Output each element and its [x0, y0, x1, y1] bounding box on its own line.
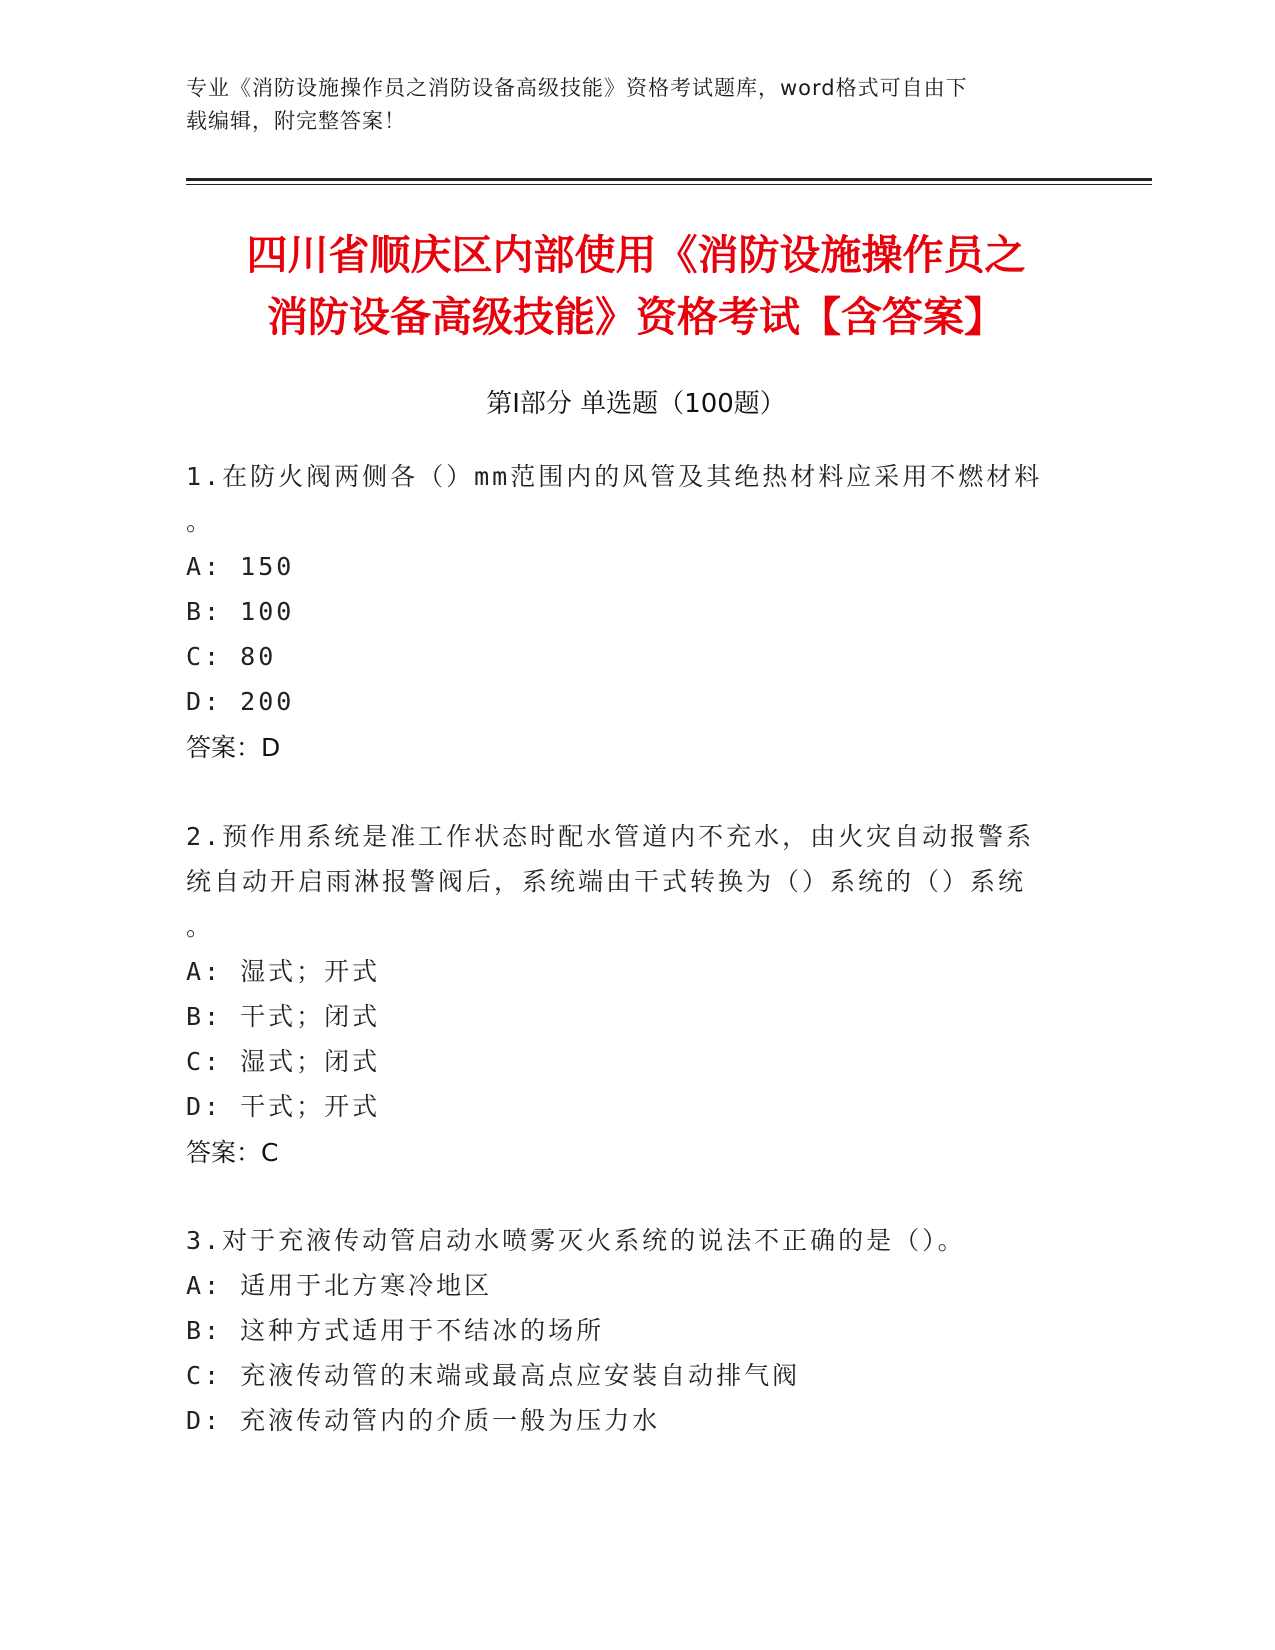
question-2-text-line: 2.预作用系统是准工作状态时配水管道内不充水，由火灾自动报警系 — [186, 822, 1035, 851]
header-note-line-2: 载编辑，附完整答案！ — [186, 109, 406, 133]
question-1-option-b: B: 100 — [186, 597, 295, 626]
question-1 — [186, 454, 1066, 770]
question-2-text-line: 。 — [186, 912, 215, 941]
question-2-text-line: 统自动开启雨淋报警阀后，系统端由干式转换为（）系统的（）系统 — [186, 867, 1027, 896]
question-1-text-line: 1.在防火阀两侧各（）mm范围内的风管及其绝热材料应采用不燃材料 — [186, 462, 1043, 491]
question-1-text-line: 。 — [186, 507, 215, 536]
question-2-option-b: B: 干式；闭式 — [186, 1002, 381, 1031]
header-rule-thick — [186, 178, 1152, 181]
question-3 — [186, 1218, 1066, 1443]
document-title — [186, 224, 1086, 348]
question-2-answer: 答案：C — [186, 1138, 279, 1167]
question-2-option-c: C: 湿式；闭式 — [186, 1047, 381, 1076]
question-2-option-d: D: 干式；开式 — [186, 1092, 381, 1121]
section-title: 第Ⅰ部分 单选题（100题） — [486, 389, 786, 419]
question-3-option-d: D: 充液传动管内的介质一般为压力水 — [186, 1406, 661, 1435]
question-1-answer: 答案：D — [186, 733, 281, 762]
question-1-option-d: D: 200 — [186, 687, 295, 716]
header-note — [186, 72, 1066, 138]
header-note-line-1: 专业《消防设施操作员之消防设备高级技能》资格考试题库，word格式可自由下 — [186, 76, 968, 100]
question-3-option-b: B: 这种方式适用于不结冰的场所 — [186, 1316, 605, 1345]
question-2 — [186, 814, 1066, 1175]
question-1-option-a: A: 150 — [186, 552, 295, 581]
question-3-text-line: 3.对于充液传动管启动水喷雾灭火系统的说法不正确的是（）。 — [186, 1226, 966, 1255]
header-rule-thin — [186, 184, 1152, 185]
document-title-line-2: 消防设备高级技能》资格考试【含答案】 — [267, 293, 1005, 341]
question-2-option-a: A: 湿式；开式 — [186, 957, 381, 986]
question-3-option-c: C: 充液传动管的末端或最高点应安装自动排气阀 — [186, 1361, 801, 1390]
document-title-line-1: 四川省顺庆区内部使用《消防设施操作员之 — [246, 231, 1026, 279]
question-1-option-c: C: 80 — [186, 642, 277, 671]
question-3-option-a: A: 适用于北方寒冷地区 — [186, 1271, 493, 1300]
